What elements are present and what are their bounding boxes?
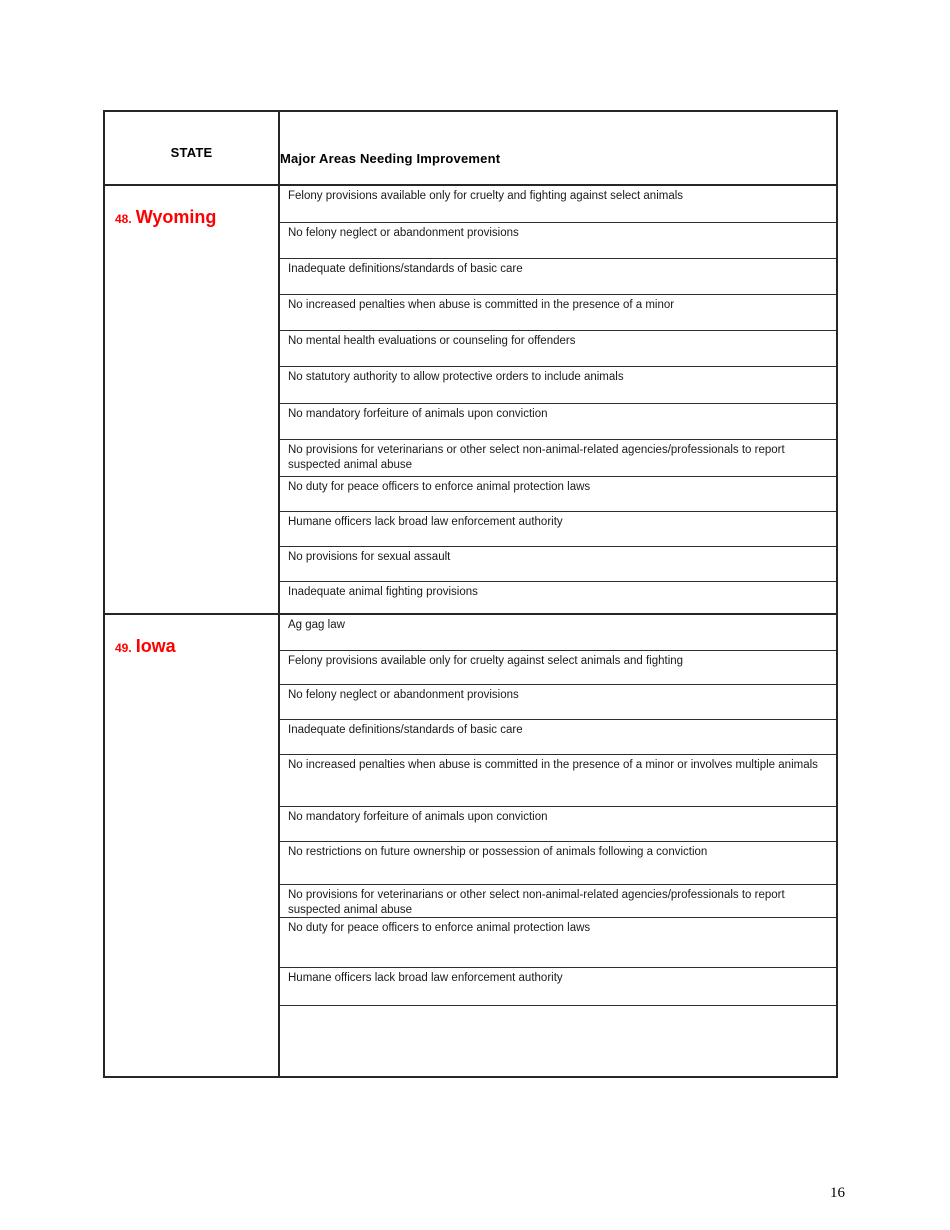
improvement-text: No restrictions on future ownership or possession of animals following a conviction [288,846,708,858]
improvement-text: Felony provisions available only for cruelty and fighting against select animals [288,190,684,202]
table-row [280,331,836,367]
improvement-text: No mandatory forfeiture of animals upon conviction [288,811,548,823]
improvement-text [280,1006,836,1009]
table-row [280,615,836,651]
state-name: Iowa [135,636,176,656]
improvement-text: No felony neglect or abandonment provisions [288,227,519,239]
state-rank: 48. [115,212,132,226]
improvements-list-wyoming [280,186,836,613]
state-rank: 49. [115,641,132,655]
state-section-iowa [105,615,836,1076]
improvement-text: Inadequate definitions/standards of basic care [288,724,523,736]
state-section-wyoming [105,186,836,615]
improvement-text: Inadequate animal fighting provisions [288,586,478,598]
table-row [280,547,836,582]
state-column-header: STATE [170,145,213,160]
table-row-empty [280,1006,836,1076]
improvements-column-header: Major Areas Needing Improvement [280,150,501,166]
header-cell-improvements [280,112,836,184]
state-cell-wyoming [105,186,280,613]
table-row [280,968,836,1006]
improvement-text: Ag gag law [288,619,345,631]
improvement-text: No provisions for sexual assault [288,551,451,563]
table-header-row [105,112,836,186]
state-name: Wyoming [135,207,217,227]
improvement-text: No increased penalties when abuse is committed in the presence of a minor [288,299,675,311]
table-row [280,685,836,720]
improvements-list-iowa [280,615,836,1076]
page-number: 16 [830,1185,845,1201]
improvement-text: Humane officers lack broad law enforcement authority [288,516,563,528]
table-row [280,842,836,885]
table-row [280,807,836,842]
table-row [280,755,836,807]
improvement-text: Felony provisions available only for cruelty against select animals and fighting [288,655,684,667]
table-row [280,885,836,918]
table-row [280,918,836,968]
improvement-text: No mental health evaluations or counseling for offenders [288,335,576,347]
improvement-text: No mandatory forfeiture of animals upon conviction [288,408,548,420]
table-row [280,720,836,755]
header-cell-state [105,112,280,184]
table-row [280,582,836,613]
table-row [280,477,836,512]
state-cell-iowa [105,615,280,1076]
table-row [280,295,836,331]
table-row [280,440,836,477]
state-improvements-table [103,110,838,1078]
table-row [280,259,836,295]
table-row [280,512,836,547]
improvement-text: No increased penalties when abuse is committed in the presence of a minor or involves multiple animals [288,759,818,771]
improvement-text: Humane officers lack broad law enforcement authority [288,972,563,984]
table-row [280,651,836,685]
table-row [280,367,836,404]
improvement-text: No duty for peace officers to enforce animal protection laws [288,922,591,934]
improvement-text: No statutory authority to allow protective orders to include animals [288,371,624,383]
improvement-text: No provisions for veterinarians or other select non-animal-related agencies/professionals to report suspected animal abuse [288,889,785,916]
improvement-text: No provisions for veterinarians or other select non-animal-related agencies/professionals to report suspected animal abuse [288,444,785,471]
table-row [280,404,836,440]
improvement-text: No felony neglect or abandonment provisions [288,689,519,701]
table-row [280,223,836,259]
table-row [280,186,836,223]
improvement-text: No duty for peace officers to enforce animal protection laws [288,481,591,493]
improvement-text: Inadequate definitions/standards of basic care [288,263,523,275]
